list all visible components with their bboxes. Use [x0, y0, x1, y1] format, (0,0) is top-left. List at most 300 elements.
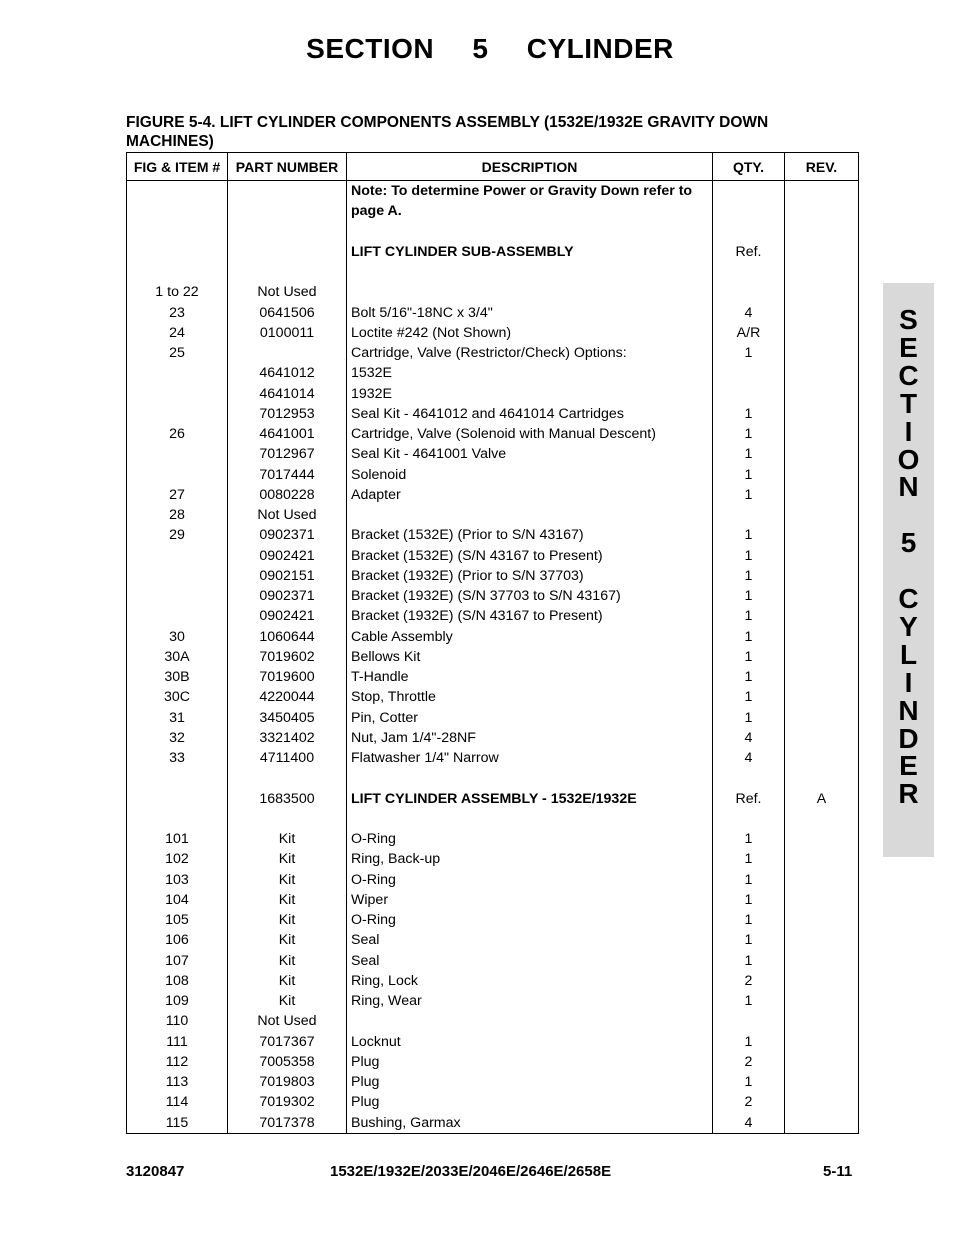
qty-cell: [713, 282, 785, 302]
description-cell: page A.: [347, 201, 713, 221]
description-cell: Flatwasher 1/4" Narrow: [347, 748, 713, 768]
column-header-fig: FIG & ITEM #: [127, 153, 228, 181]
description-cell: Bracket (1932E) (S/N 37703 to S/N 43167): [347, 586, 713, 606]
fig-item-cell: [127, 768, 228, 788]
table-row: [127, 303, 859, 323]
part-number-cell: 4711400: [228, 748, 347, 768]
table-row: [127, 606, 859, 626]
part-number-cell: 4220044: [228, 687, 347, 707]
fig-item-cell: 105: [127, 910, 228, 930]
table-row: [127, 201, 859, 221]
description-cell: [347, 768, 713, 788]
description-cell: Nut, Jam 1/4"-28NF: [347, 728, 713, 748]
table-row: [127, 465, 859, 485]
rev-cell: [785, 404, 859, 424]
qty-cell: 1: [713, 627, 785, 647]
fig-item-cell: [127, 566, 228, 586]
table-row: [127, 890, 859, 910]
rev-cell: [785, 951, 859, 971]
qty-cell: A/R: [713, 323, 785, 343]
table-row: [127, 444, 859, 464]
fig-item-cell: [127, 222, 228, 242]
qty-cell: [713, 1011, 785, 1031]
rev-cell: [785, 485, 859, 505]
part-number-cell: 7012953: [228, 404, 347, 424]
table-row: [127, 404, 859, 424]
side-tab-letter: I: [904, 666, 913, 698]
fig-item-cell: 111: [127, 1032, 228, 1052]
description-cell: T-Handle: [347, 667, 713, 687]
column-header-rev: REV.: [785, 153, 859, 181]
description-cell: Seal Kit - 4641001 Valve: [347, 444, 713, 464]
description-cell: [347, 282, 713, 302]
fig-item-cell: 30B: [127, 667, 228, 687]
fig-item-cell: 112: [127, 1052, 228, 1072]
qty-cell: 1: [713, 566, 785, 586]
qty-cell: 1: [713, 465, 785, 485]
rev-cell: [785, 546, 859, 566]
fig-item-cell: 109: [127, 991, 228, 1011]
side-tab-letter: I: [904, 415, 913, 447]
qty-cell: 1: [713, 849, 785, 869]
rev-cell: [785, 1072, 859, 1092]
table-row: [127, 809, 859, 829]
table-row: [127, 1072, 859, 1092]
qty-cell: 4: [713, 303, 785, 323]
table-row: [127, 525, 859, 545]
qty-cell: 1: [713, 424, 785, 444]
table-row: [127, 1092, 859, 1112]
fig-item-cell: 29: [127, 525, 228, 545]
qty-cell: 1: [713, 343, 785, 363]
fig-item-cell: 114: [127, 1092, 228, 1112]
rev-cell: [785, 849, 859, 869]
part-number-cell: [228, 222, 347, 242]
qty-cell: 1: [713, 910, 785, 930]
fig-item-cell: [127, 465, 228, 485]
qty-cell: 1: [713, 1072, 785, 1092]
part-number-cell: 0641506: [228, 303, 347, 323]
part-number-cell: [228, 262, 347, 282]
part-number-cell: 0902421: [228, 606, 347, 626]
fig-item-cell: [127, 363, 228, 383]
table-row: [127, 910, 859, 930]
qty-cell: 1: [713, 647, 785, 667]
qty-cell: 4: [713, 728, 785, 748]
fig-item-cell: [127, 809, 228, 829]
rev-cell: [785, 525, 859, 545]
table-row: [127, 343, 859, 363]
part-number-cell: 7019803: [228, 1072, 347, 1092]
rev-cell: [785, 728, 859, 748]
description-cell: O-Ring: [347, 870, 713, 890]
table-row: [127, 505, 859, 525]
table-row: [127, 566, 859, 586]
qty-cell: 2: [713, 971, 785, 991]
column-header-qty: QTY.: [713, 153, 785, 181]
part-number-cell: Kit: [228, 849, 347, 869]
part-number-cell: 1060644: [228, 627, 347, 647]
part-number-cell: [228, 201, 347, 221]
fig-item-cell: 27: [127, 485, 228, 505]
description-cell: Bracket (1932E) (Prior to S/N 37703): [347, 566, 713, 586]
rev-cell: [785, 809, 859, 829]
part-number-cell: 7019302: [228, 1092, 347, 1112]
qty-cell: 1: [713, 708, 785, 728]
qty-cell: Ref.: [713, 789, 785, 809]
qty-cell: [713, 262, 785, 282]
table-row: [127, 384, 859, 404]
part-number-cell: [228, 181, 347, 202]
description-cell: LIFT CYLINDER ASSEMBLY - 1532E/1932E: [347, 789, 713, 809]
fig-item-cell: 26: [127, 424, 228, 444]
table-row: [127, 687, 859, 707]
side-tab-letter: 5: [900, 527, 917, 559]
part-number-cell: 7017367: [228, 1032, 347, 1052]
side-tab-letter: S: [899, 304, 918, 335]
fig-item-cell: 108: [127, 971, 228, 991]
rev-cell: [785, 242, 859, 262]
part-number-cell: 3450405: [228, 708, 347, 728]
fig-item-cell: [127, 586, 228, 606]
part-number-cell: 7005358: [228, 1052, 347, 1072]
rev-cell: [785, 201, 859, 221]
fig-item-cell: 103: [127, 870, 228, 890]
rev-cell: [785, 586, 859, 606]
rev-cell: [785, 708, 859, 728]
fig-item-cell: 31: [127, 708, 228, 728]
part-number-cell: Kit: [228, 971, 347, 991]
rev-cell: [785, 687, 859, 707]
table-header-row: [127, 153, 859, 181]
rev-cell: [785, 1092, 859, 1112]
description-cell: Cartridge, Valve (Solenoid with Manual Descent): [347, 424, 713, 444]
description-cell: Bracket (1532E) (Prior to S/N 43167): [347, 525, 713, 545]
part-number-cell: 0902371: [228, 525, 347, 545]
side-tab-letter: E: [899, 750, 918, 782]
table-row: [127, 424, 859, 444]
description-cell: Bolt 5/16"-18NC x 3/4": [347, 303, 713, 323]
side-tab-letter: D: [898, 722, 919, 754]
description-cell: Wiper: [347, 890, 713, 910]
description-cell: Bracket (1532E) (S/N 43167 to Present): [347, 546, 713, 566]
rev-cell: [785, 890, 859, 910]
description-cell: Seal Kit - 4641012 and 4641014 Cartridges: [347, 404, 713, 424]
part-number-cell: 0080228: [228, 485, 347, 505]
fig-item-cell: 30C: [127, 687, 228, 707]
rev-cell: [785, 1052, 859, 1072]
fig-item-cell: [127, 789, 228, 809]
table-row: [127, 930, 859, 950]
table-row: [127, 627, 859, 647]
qty-cell: 1: [713, 525, 785, 545]
description-cell: Bushing, Garmax: [347, 1113, 713, 1134]
description-cell: Adapter: [347, 485, 713, 505]
part-number-cell: 0100011: [228, 323, 347, 343]
part-number-cell: 0902151: [228, 566, 347, 586]
rev-cell: [785, 444, 859, 464]
side-tab-letter: O: [897, 443, 920, 475]
qty-cell: 1: [713, 829, 785, 849]
rev-cell: [785, 323, 859, 343]
part-number-cell: Kit: [228, 829, 347, 849]
part-number-cell: Kit: [228, 870, 347, 890]
part-number-cell: Kit: [228, 910, 347, 930]
rev-cell: [785, 465, 859, 485]
side-tab-letter: E: [899, 331, 918, 363]
description-cell: Bracket (1932E) (S/N 43167 to Present): [347, 606, 713, 626]
side-tab-letter: T: [899, 387, 918, 419]
fig-item-cell: [127, 404, 228, 424]
table-row: [127, 485, 859, 505]
part-number-cell: Kit: [228, 951, 347, 971]
qty-cell: 1: [713, 1032, 785, 1052]
qty-cell: 2: [713, 1052, 785, 1072]
part-number-cell: Kit: [228, 930, 347, 950]
rev-cell: [785, 343, 859, 363]
qty-cell: 1: [713, 687, 785, 707]
rev-cell: [785, 1113, 859, 1134]
table-row: [127, 1113, 859, 1134]
table-row: [127, 586, 859, 606]
table-row: [127, 1032, 859, 1052]
qty-cell: 1: [713, 667, 785, 687]
qty-cell: 1: [713, 404, 785, 424]
section-title: SECTION 5 CYLINDER: [306, 33, 674, 64]
rev-cell: [785, 627, 859, 647]
rev-cell: [785, 363, 859, 383]
fig-item-cell: [127, 242, 228, 262]
qty-cell: [713, 505, 785, 525]
side-tab-letter: L: [899, 638, 918, 670]
side-tab-letter: R: [898, 778, 919, 810]
part-number-cell: Not Used: [228, 1011, 347, 1031]
table-row: [127, 829, 859, 849]
side-tab-letter: N: [898, 694, 919, 726]
table-row: [127, 546, 859, 566]
rev-cell: [785, 505, 859, 525]
qty-cell: [713, 809, 785, 829]
description-cell: Seal: [347, 930, 713, 950]
qty-cell: 1: [713, 890, 785, 910]
table-row: [127, 242, 859, 262]
rev-cell: [785, 748, 859, 768]
description-cell: LIFT CYLINDER SUB-ASSEMBLY: [347, 242, 713, 262]
description-cell: Plug: [347, 1092, 713, 1112]
rev-cell: [785, 282, 859, 302]
fig-item-cell: [127, 546, 228, 566]
part-number-cell: Not Used: [228, 282, 347, 302]
rev-cell: [785, 384, 859, 404]
rev-cell: [785, 647, 859, 667]
table-row: [127, 647, 859, 667]
rev-cell: [785, 303, 859, 323]
description-cell: Plug: [347, 1072, 713, 1092]
rev-cell: [785, 606, 859, 626]
table-row: [127, 1052, 859, 1072]
description-cell: Note: To determine Power or Gravity Down refer to: [347, 181, 713, 202]
figure-title: FIGURE 5-4. LIFT CYLINDER COMPONENTS ASSEMBLY (1532E/1932E GRAVITY DOWN MACHINES): [126, 114, 769, 150]
fig-item-cell: [127, 444, 228, 464]
fig-item-cell: 30: [127, 627, 228, 647]
qty-cell: Ref.: [713, 242, 785, 262]
qty-cell: [713, 768, 785, 788]
description-cell: 1932E: [347, 384, 713, 404]
fig-item-cell: [127, 262, 228, 282]
qty-cell: 1: [713, 930, 785, 950]
description-cell: [347, 262, 713, 282]
column-header-part-number: PART NUMBER: [228, 153, 347, 181]
table-row: [127, 282, 859, 302]
fig-item-cell: 115: [127, 1113, 228, 1134]
table-row: [127, 181, 859, 202]
rev-cell: [785, 222, 859, 242]
part-number-cell: 1683500: [228, 789, 347, 809]
rev-cell: [785, 424, 859, 444]
description-cell: Pin, Cotter: [347, 708, 713, 728]
fig-item-cell: 30A: [127, 647, 228, 667]
qty-cell: 1: [713, 444, 785, 464]
fig-item-cell: 102: [127, 849, 228, 869]
part-number-cell: 7019602: [228, 647, 347, 667]
fig-item-cell: 23: [127, 303, 228, 323]
table-row: [127, 363, 859, 383]
fig-item-cell: [127, 384, 228, 404]
description-cell: 1532E: [347, 363, 713, 383]
fig-item-cell: 101: [127, 829, 228, 849]
qty-cell: [713, 384, 785, 404]
table-row: [127, 1011, 859, 1031]
description-cell: Locknut: [347, 1032, 713, 1052]
table-row: [127, 991, 859, 1011]
description-cell: Ring, Wear: [347, 991, 713, 1011]
part-number-cell: 0902371: [228, 586, 347, 606]
side-tab-letter: N: [898, 471, 919, 503]
description-cell: [347, 1011, 713, 1031]
part-number-cell: [228, 343, 347, 363]
qty-cell: 1: [713, 870, 785, 890]
table-row: [127, 768, 859, 788]
footer-models: 1532E/1932E/2033E/2046E/2646E/2658E: [330, 1163, 612, 1180]
part-number-cell: 7012967: [228, 444, 347, 464]
qty-cell: 1: [713, 546, 785, 566]
description-cell: Ring, Back-up: [347, 849, 713, 869]
qty-cell: 4: [713, 1113, 785, 1134]
description-cell: [347, 505, 713, 525]
fig-item-cell: 28: [127, 505, 228, 525]
description-cell: Seal: [347, 951, 713, 971]
table-row: [127, 728, 859, 748]
table-row: [127, 262, 859, 282]
side-tab-letter: C: [898, 359, 919, 391]
description-cell: Plug: [347, 1052, 713, 1072]
rev-cell: [785, 667, 859, 687]
fig-item-cell: 106: [127, 930, 228, 950]
qty-cell: 1: [713, 485, 785, 505]
fig-item-cell: [127, 606, 228, 626]
table-row: [127, 849, 859, 869]
part-number-cell: 4641012: [228, 363, 347, 383]
table-row: [127, 748, 859, 768]
description-cell: Bellows Kit: [347, 647, 713, 667]
part-number-cell: 7017378: [228, 1113, 347, 1134]
fig-item-cell: 107: [127, 951, 228, 971]
rev-cell: [785, 566, 859, 586]
table-row: [127, 222, 859, 242]
part-number-cell: 7017444: [228, 465, 347, 485]
description-cell: Loctite #242 (Not Shown): [347, 323, 713, 343]
fig-item-cell: 32: [127, 728, 228, 748]
table-row: [127, 870, 859, 890]
footer-page-number: 5-11: [823, 1163, 853, 1180]
table-row: [127, 323, 859, 343]
table-row: [127, 789, 859, 809]
description-cell: O-Ring: [347, 910, 713, 930]
qty-cell: 1: [713, 991, 785, 1011]
fig-item-cell: 33: [127, 748, 228, 768]
part-number-cell: [228, 768, 347, 788]
rev-cell: A: [785, 789, 859, 809]
fig-item-cell: 25: [127, 343, 228, 363]
rev-cell: [785, 991, 859, 1011]
side-tab-letter: C: [898, 583, 919, 614]
part-number-cell: 3321402: [228, 728, 347, 748]
fig-item-cell: [127, 181, 228, 202]
parts-table: [126, 152, 859, 1134]
description-cell: Cartridge, Valve (Restrictor/Check) Options:: [347, 343, 713, 363]
part-number-cell: Kit: [228, 991, 347, 1011]
part-number-cell: 4641014: [228, 384, 347, 404]
part-number-cell: [228, 809, 347, 829]
rev-cell: [785, 181, 859, 202]
rev-cell: [785, 262, 859, 282]
qty-cell: 1: [713, 606, 785, 626]
part-number-cell: 0902421: [228, 546, 347, 566]
fig-item-cell: [127, 201, 228, 221]
fig-item-cell: 1 to 22: [127, 282, 228, 302]
fig-item-cell: 24: [127, 323, 228, 343]
fig-item-cell: 113: [127, 1072, 228, 1092]
description-cell: Stop, Throttle: [347, 687, 713, 707]
qty-cell: [713, 363, 785, 383]
section-side-tab: [883, 283, 934, 857]
rev-cell: [785, 1032, 859, 1052]
rev-cell: [785, 829, 859, 849]
rev-cell: [785, 971, 859, 991]
table-row: [127, 667, 859, 687]
description-cell: O-Ring: [347, 829, 713, 849]
qty-cell: 1: [713, 951, 785, 971]
description-cell: Ring, Lock: [347, 971, 713, 991]
fig-item-cell: 110: [127, 1011, 228, 1031]
rev-cell: [785, 930, 859, 950]
qty-cell: 2: [713, 1092, 785, 1112]
part-number-cell: [228, 242, 347, 262]
part-number-cell: 4641001: [228, 424, 347, 444]
qty-cell: 1: [713, 586, 785, 606]
side-tab-letter: Y: [899, 610, 918, 642]
table-row: [127, 708, 859, 728]
description-cell: [347, 222, 713, 242]
part-number-cell: Kit: [228, 890, 347, 910]
rev-cell: [785, 768, 859, 788]
description-cell: [347, 809, 713, 829]
table-row: [127, 971, 859, 991]
rev-cell: [785, 910, 859, 930]
table-row: [127, 951, 859, 971]
description-cell: Solenoid: [347, 465, 713, 485]
rev-cell: [785, 870, 859, 890]
